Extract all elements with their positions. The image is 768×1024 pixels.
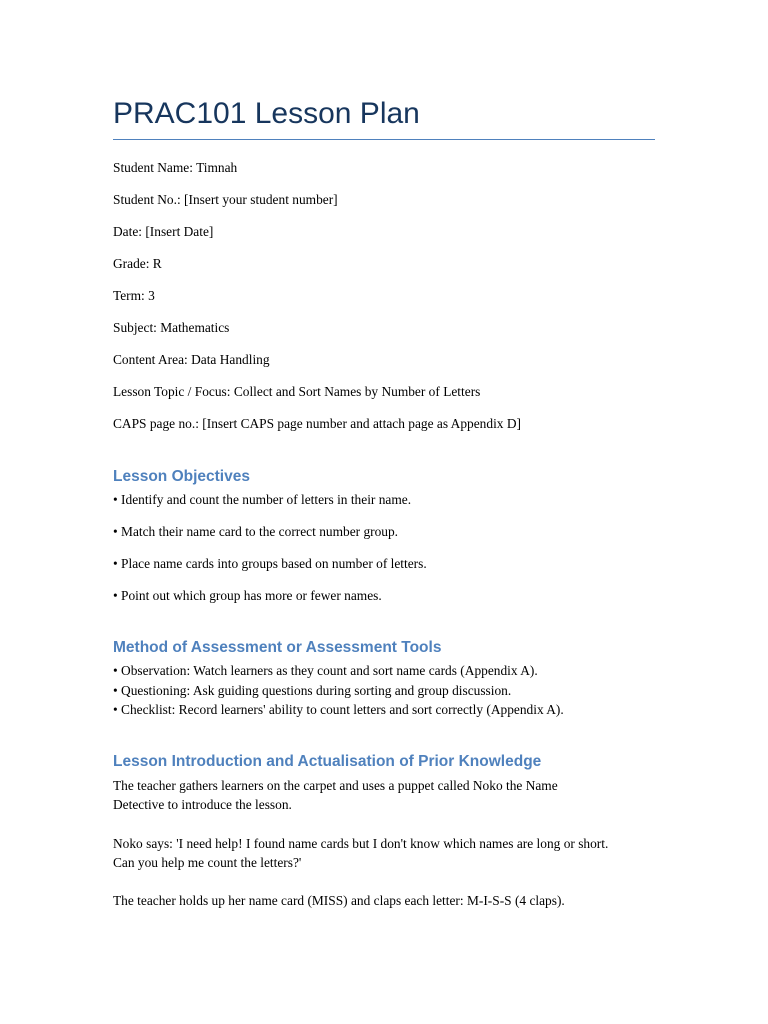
assessment-heading: Method of Assessment or Assessment Tools <box>113 639 442 656</box>
assessment-item: • Questioning: Ask guiding questions during sorting and group discussion. <box>113 683 512 698</box>
assessment-item: • Observation: Watch learners as they count and sort name cards (Appendix A). <box>113 663 538 678</box>
document-title: PRAC101 Lesson Plan <box>113 97 420 130</box>
objective-item: • Place name cards into groups based on number of letters. <box>113 556 427 571</box>
introduction-paragraph <box>113 891 655 910</box>
student-name-field: Student Name: Timnah <box>113 160 238 175</box>
student-number-field: Student No.: [Insert your student number] <box>113 192 338 207</box>
title-underline <box>113 139 655 140</box>
caps-page-field: CAPS page no.: [Insert CAPS page number and attach page as Appendix D] <box>113 416 521 431</box>
paragraph-line: Noko says: 'I need help! I found name cards but I don't know which names are long or short. <box>113 836 609 851</box>
paragraph-line: The teacher gathers learners on the carpet and uses a puppet called Noko the Name <box>113 778 558 793</box>
objective-item: • Point out which group has more or fewer names. <box>113 588 382 603</box>
paragraph-line: Can you help me count the letters?' <box>113 855 302 870</box>
objective-item: • Match their name card to the correct number group. <box>113 524 399 539</box>
grade-field: Grade: R <box>113 256 162 271</box>
term-field: Term: 3 <box>113 288 155 303</box>
paragraph-line: The teacher holds up her name card (MISS) and claps each letter: M-I-S-S (4 claps). <box>113 893 565 908</box>
objective-item: • Identify and count the number of letters in their name. <box>113 492 412 507</box>
introduction-paragraph <box>113 776 655 814</box>
assessment-item: • Checklist: Record learners' ability to count letters and sort correctly (Appendix A). <box>113 702 564 717</box>
objectives-heading: Lesson Objectives <box>113 468 250 485</box>
introduction-paragraph <box>113 834 655 872</box>
lesson-topic-field: Lesson Topic / Focus: Collect and Sort Names by Number of Letters <box>113 384 481 399</box>
paragraph-line: Detective to introduce the lesson. <box>113 797 292 812</box>
introduction-heading: Lesson Introduction and Actualisation of Prior Knowledge <box>113 753 542 770</box>
content-area-field: Content Area: Data Handling <box>113 352 270 367</box>
subject-field: Subject: Mathematics <box>113 320 230 335</box>
date-field: Date: [Insert Date] <box>113 224 214 239</box>
